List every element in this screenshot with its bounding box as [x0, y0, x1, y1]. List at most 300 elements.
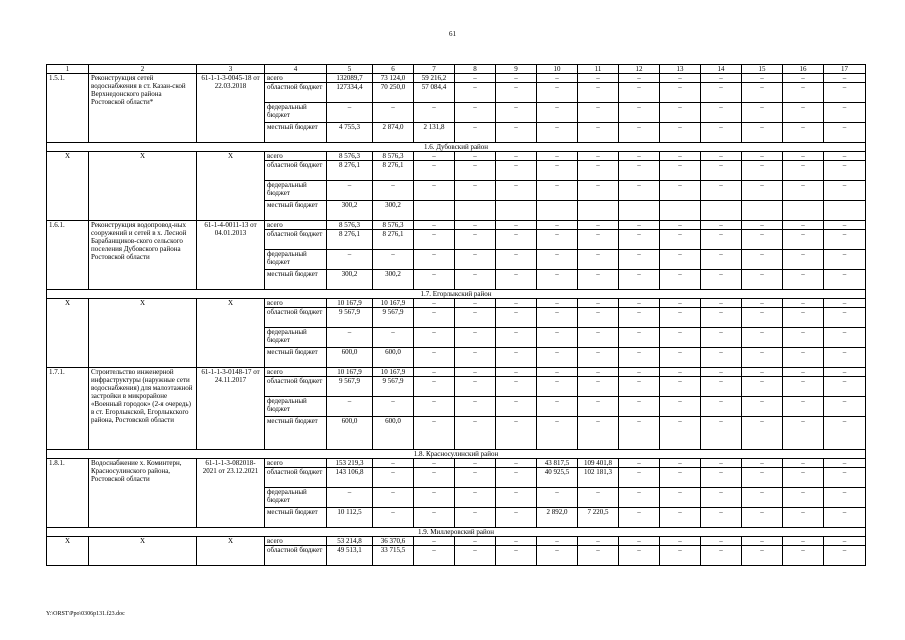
amount-cell: 73 124,0	[373, 74, 414, 83]
amount-cell: –	[496, 397, 537, 417]
amount-cell: –	[742, 368, 783, 377]
funding-source: областной бюджет	[265, 161, 327, 181]
section-row	[47, 450, 866, 459]
amount-cell: 10 167,9	[327, 299, 373, 308]
amount-cell: –	[742, 377, 783, 397]
column-header: 14	[701, 65, 742, 74]
funding-source: федеральный бюджет	[265, 397, 327, 417]
amount-cell: –	[783, 250, 824, 270]
amount-cell: –	[496, 123, 537, 143]
amount-cell: –	[824, 348, 866, 368]
funding-source: местный бюджет	[265, 417, 327, 450]
amount-cell: –	[660, 377, 701, 397]
column-header: 9	[496, 65, 537, 74]
amount-cell: –	[783, 377, 824, 397]
amount-cell: –	[824, 103, 866, 123]
table-row	[47, 537, 866, 546]
amount-cell: –	[496, 270, 537, 290]
amount-cell: –	[373, 488, 414, 508]
amount-cell: 109 401,8	[578, 459, 619, 468]
amount-cell	[414, 201, 455, 221]
amount-cell: –	[742, 299, 783, 308]
amount-cell: –	[414, 328, 455, 348]
amount-cell: –	[537, 397, 578, 417]
amount-cell: 132089,7	[327, 74, 373, 83]
amount-cell: –	[619, 299, 660, 308]
amount-cell: –	[496, 368, 537, 377]
amount-cell: –	[496, 308, 537, 328]
registration-number: Х	[197, 152, 265, 221]
amount-cell: –	[619, 74, 660, 83]
amount-cell: –	[660, 181, 701, 201]
amount-cell: –	[783, 299, 824, 308]
amount-cell: –	[327, 181, 373, 201]
amount-cell: –	[783, 368, 824, 377]
amount-cell: –	[496, 377, 537, 397]
amount-cell: –	[742, 348, 783, 368]
funding-source: федеральный бюджет	[265, 103, 327, 123]
amount-cell: –	[327, 397, 373, 417]
amount-cell: –	[373, 459, 414, 468]
amount-cell: 600,0	[327, 348, 373, 368]
amount-cell: 53 214,8	[327, 537, 373, 546]
amount-cell: –	[578, 230, 619, 250]
amount-cell: –	[701, 348, 742, 368]
amount-cell: –	[742, 230, 783, 250]
amount-cell: –	[824, 328, 866, 348]
amount-cell: 2 874,0	[373, 123, 414, 143]
amount-cell: –	[455, 74, 496, 83]
amount-cell: –	[783, 348, 824, 368]
funding-source: областной бюджет	[265, 468, 327, 488]
amount-cell: –	[701, 181, 742, 201]
amount-cell: –	[824, 270, 866, 290]
amount-cell: 2 131,8	[414, 123, 455, 143]
file-path-footer: Y:\ORST\Ppo\0306p131.f23.doc	[46, 611, 125, 617]
amount-cell: –	[496, 299, 537, 308]
amount-cell: –	[578, 488, 619, 508]
amount-cell: –	[373, 250, 414, 270]
amount-cell: –	[701, 83, 742, 103]
amount-cell: –	[537, 83, 578, 103]
amount-cell: –	[742, 83, 783, 103]
amount-cell: –	[742, 397, 783, 417]
section-row	[47, 290, 866, 299]
budget-table-container	[46, 64, 866, 566]
amount-cell	[496, 201, 537, 221]
amount-cell: –	[455, 308, 496, 328]
amount-cell: –	[496, 459, 537, 468]
amount-cell	[783, 201, 824, 221]
column-header: 17	[824, 65, 866, 74]
amount-cell: –	[414, 181, 455, 201]
amount-cell: –	[537, 221, 578, 230]
amount-cell	[619, 201, 660, 221]
amount-cell: –	[455, 270, 496, 290]
column-header: 2	[89, 65, 197, 74]
amount-cell: 9 567,9	[373, 377, 414, 397]
funding-source: областной бюджет	[265, 308, 327, 328]
amount-cell: 10 167,9	[327, 368, 373, 377]
amount-cell: –	[619, 546, 660, 566]
amount-cell: –	[578, 103, 619, 123]
amount-cell: –	[455, 459, 496, 468]
amount-cell: 57 084,4	[414, 83, 455, 103]
amount-cell: –	[619, 468, 660, 488]
amount-cell: –	[619, 537, 660, 546]
amount-cell: –	[742, 308, 783, 328]
amount-cell: –	[455, 123, 496, 143]
amount-cell: 9 567,9	[327, 308, 373, 328]
amount-cell: –	[619, 459, 660, 468]
column-header: 3	[197, 65, 265, 74]
amount-cell: –	[701, 546, 742, 566]
amount-cell: –	[824, 537, 866, 546]
funding-source: всего	[265, 152, 327, 161]
amount-cell: –	[701, 328, 742, 348]
amount-cell: –	[824, 250, 866, 270]
amount-cell: –	[742, 508, 783, 528]
amount-cell: –	[414, 508, 455, 528]
table-row	[47, 299, 866, 308]
amount-cell: –	[742, 537, 783, 546]
amount-cell: 49 513,1	[327, 546, 373, 566]
amount-cell: –	[537, 299, 578, 308]
row-code: 1.8.1.	[47, 459, 89, 528]
funding-source: всего	[265, 299, 327, 308]
amount-cell: –	[414, 308, 455, 328]
amount-cell: –	[455, 368, 496, 377]
amount-cell: –	[455, 103, 496, 123]
page-number: 61	[449, 30, 456, 38]
object-name: Реконструкция водопровод-ных сооружений и сетей в х. Лесной Барабанщиков-ского сельского поселения Дубовского района Ростовской области	[89, 221, 197, 290]
amount-cell: –	[783, 74, 824, 83]
amount-cell: –	[824, 83, 866, 103]
amount-cell: –	[496, 152, 537, 161]
amount-cell: –	[414, 546, 455, 566]
amount-cell: –	[660, 152, 701, 161]
amount-cell: –	[701, 103, 742, 123]
amount-cell: –	[701, 377, 742, 397]
object-name: Х	[89, 299, 197, 368]
amount-cell: –	[537, 328, 578, 348]
amount-cell: –	[327, 103, 373, 123]
amount-cell: –	[578, 83, 619, 103]
amount-cell: 8 576,3	[327, 152, 373, 161]
amount-cell: –	[660, 348, 701, 368]
amount-cell: –	[742, 181, 783, 201]
column-header: 8	[455, 65, 496, 74]
amount-cell: –	[619, 270, 660, 290]
amount-cell: –	[783, 103, 824, 123]
amount-cell: –	[537, 417, 578, 450]
amount-cell: –	[824, 468, 866, 488]
amount-cell: –	[455, 181, 496, 201]
amount-cell: –	[496, 328, 537, 348]
amount-cell: –	[619, 221, 660, 230]
amount-cell: –	[824, 308, 866, 328]
amount-cell: –	[824, 299, 866, 308]
amount-cell: –	[327, 488, 373, 508]
funding-source: всего	[265, 459, 327, 468]
amount-cell: –	[701, 459, 742, 468]
column-header: 11	[578, 65, 619, 74]
amount-cell: –	[660, 161, 701, 181]
amount-cell: –	[783, 221, 824, 230]
funding-source: федеральный бюджет	[265, 250, 327, 270]
object-name: Х	[89, 152, 197, 221]
amount-cell: –	[537, 488, 578, 508]
funding-source: местный бюджет	[265, 348, 327, 368]
amount-cell: –	[537, 368, 578, 377]
table-row	[47, 74, 866, 83]
amount-cell: –	[742, 488, 783, 508]
amount-cell: –	[537, 123, 578, 143]
amount-cell: 102 181,3	[578, 468, 619, 488]
amount-cell: –	[578, 161, 619, 181]
amount-cell: –	[327, 250, 373, 270]
amount-cell: –	[824, 417, 866, 450]
amount-cell: –	[578, 181, 619, 201]
amount-cell: –	[742, 459, 783, 468]
amount-cell: –	[701, 308, 742, 328]
amount-cell: –	[783, 417, 824, 450]
amount-cell: –	[578, 270, 619, 290]
amount-cell: –	[414, 459, 455, 468]
amount-cell: –	[619, 161, 660, 181]
amount-cell: –	[824, 123, 866, 143]
amount-cell: –	[455, 299, 496, 308]
amount-cell: –	[783, 308, 824, 328]
amount-cell: –	[455, 221, 496, 230]
amount-cell: –	[660, 270, 701, 290]
amount-cell: –	[742, 270, 783, 290]
amount-cell: –	[742, 328, 783, 348]
row-code: 1.7.1.	[47, 368, 89, 450]
amount-cell: –	[578, 221, 619, 230]
amount-cell: 43 817,5	[537, 459, 578, 468]
table-row	[47, 221, 866, 230]
amount-cell: –	[824, 74, 866, 83]
amount-cell	[660, 201, 701, 221]
amount-cell: –	[619, 181, 660, 201]
amount-cell: –	[701, 123, 742, 143]
amount-cell: –	[783, 488, 824, 508]
amount-cell: –	[414, 221, 455, 230]
amount-cell: –	[660, 537, 701, 546]
amount-cell: –	[496, 250, 537, 270]
amount-cell: –	[701, 221, 742, 230]
funding-source: местный бюджет	[265, 123, 327, 143]
amount-cell: –	[537, 152, 578, 161]
amount-cell: –	[701, 537, 742, 546]
section-row	[47, 143, 866, 152]
amount-cell: –	[455, 230, 496, 250]
amount-cell: –	[537, 348, 578, 368]
amount-cell: –	[783, 537, 824, 546]
amount-cell: –	[742, 468, 783, 488]
amount-cell: –	[537, 161, 578, 181]
amount-cell: –	[619, 417, 660, 450]
amount-cell: –	[537, 250, 578, 270]
funding-source: областной бюджет	[265, 546, 327, 566]
amount-cell: 600,0	[373, 417, 414, 450]
amount-cell: –	[619, 83, 660, 103]
amount-cell: –	[414, 397, 455, 417]
amount-cell: –	[537, 537, 578, 546]
amount-cell: –	[455, 83, 496, 103]
amount-cell: –	[783, 459, 824, 468]
amount-cell	[824, 201, 866, 221]
amount-cell: –	[537, 546, 578, 566]
amount-cell: –	[578, 377, 619, 397]
amount-cell: –	[701, 368, 742, 377]
amount-cell: –	[701, 508, 742, 528]
amount-cell: –	[701, 230, 742, 250]
amount-cell: 36 370,6	[373, 537, 414, 546]
amount-cell: –	[619, 230, 660, 250]
amount-cell: –	[578, 250, 619, 270]
amount-cell	[701, 201, 742, 221]
amount-cell: –	[455, 250, 496, 270]
amount-cell: –	[537, 230, 578, 250]
column-header: 5	[327, 65, 373, 74]
amount-cell: –	[742, 161, 783, 181]
amount-cell: –	[619, 250, 660, 270]
amount-cell: –	[824, 377, 866, 397]
amount-cell: –	[824, 546, 866, 566]
amount-cell: –	[783, 123, 824, 143]
amount-cell: –	[455, 397, 496, 417]
amount-cell	[578, 201, 619, 221]
amount-cell: –	[373, 181, 414, 201]
amount-cell: –	[783, 181, 824, 201]
amount-cell: –	[783, 83, 824, 103]
amount-cell: –	[496, 488, 537, 508]
column-header: 6	[373, 65, 414, 74]
amount-cell: –	[701, 161, 742, 181]
amount-cell: –	[578, 546, 619, 566]
column-header: 4	[265, 65, 327, 74]
amount-cell: –	[660, 488, 701, 508]
section-title: 1.7. Егорлыкский район	[47, 290, 866, 299]
amount-cell: –	[619, 152, 660, 161]
amount-cell: –	[660, 123, 701, 143]
amount-cell: –	[783, 230, 824, 250]
row-code: 1.5.1.	[47, 74, 89, 143]
amount-cell: –	[414, 103, 455, 123]
amount-cell: –	[783, 270, 824, 290]
amount-cell: –	[414, 537, 455, 546]
amount-cell: –	[373, 508, 414, 528]
amount-cell: –	[414, 152, 455, 161]
section-title: 1.8. Красносулинский район	[47, 450, 866, 459]
amount-cell: –	[660, 74, 701, 83]
amount-cell: –	[496, 181, 537, 201]
amount-cell: –	[742, 417, 783, 450]
column-header: 15	[742, 65, 783, 74]
header-row	[47, 65, 866, 74]
amount-cell: –	[455, 161, 496, 181]
amount-cell: –	[373, 103, 414, 123]
amount-cell: 2 892,0	[537, 508, 578, 528]
amount-cell: –	[578, 368, 619, 377]
amount-cell	[537, 201, 578, 221]
row-code: 1.6.1.	[47, 221, 89, 290]
amount-cell: 4 755,3	[327, 123, 373, 143]
amount-cell: –	[578, 537, 619, 546]
row-code: Х	[47, 152, 89, 221]
amount-cell: –	[327, 328, 373, 348]
amount-cell: –	[578, 308, 619, 328]
amount-cell: –	[619, 397, 660, 417]
amount-cell: –	[414, 348, 455, 368]
amount-cell: –	[783, 397, 824, 417]
amount-cell: 9 567,9	[373, 308, 414, 328]
amount-cell: –	[619, 377, 660, 397]
amount-cell: –	[373, 397, 414, 417]
amount-cell: –	[660, 230, 701, 250]
amount-cell: –	[742, 103, 783, 123]
amount-cell: –	[496, 161, 537, 181]
amount-cell: –	[414, 270, 455, 290]
amount-cell: –	[455, 348, 496, 368]
amount-cell: –	[701, 299, 742, 308]
amount-cell: –	[537, 103, 578, 123]
column-header: 16	[783, 65, 824, 74]
amount-cell: –	[496, 103, 537, 123]
amount-cell: 8 276,1	[327, 230, 373, 250]
amount-cell: –	[824, 368, 866, 377]
column-header: 12	[619, 65, 660, 74]
amount-cell: –	[619, 123, 660, 143]
amount-cell: –	[537, 308, 578, 328]
funding-source: всего	[265, 537, 327, 546]
object-name: Водоснабжение х. Коминтерн, Красносулинского района, Ростовской области	[89, 459, 197, 528]
funding-source: всего	[265, 368, 327, 377]
row-code: Х	[47, 537, 89, 566]
amount-cell: 10 112,5	[327, 508, 373, 528]
amount-cell: 153 219,3	[327, 459, 373, 468]
funding-source: местный бюджет	[265, 270, 327, 290]
amount-cell: –	[742, 250, 783, 270]
amount-cell: –	[496, 508, 537, 528]
amount-cell: 59 216,2	[414, 74, 455, 83]
amount-cell: –	[660, 417, 701, 450]
amount-cell: –	[537, 270, 578, 290]
amount-cell: –	[496, 546, 537, 566]
amount-cell: –	[619, 103, 660, 123]
amount-cell: –	[660, 508, 701, 528]
amount-cell: 143 106,8	[327, 468, 373, 488]
amount-cell: –	[496, 83, 537, 103]
amount-cell: –	[455, 488, 496, 508]
amount-cell: –	[742, 123, 783, 143]
budget-table	[46, 64, 866, 566]
amount-cell: 8 276,1	[373, 161, 414, 181]
amount-cell: –	[783, 161, 824, 181]
object-name: Строительство инженерной инфраструктуры (наружные сети водоснабжения) для малоэтажной застройки в микрорайоне «Военный городок» (2-я очередь) в ст. Егорлыкской, Егорлыкского района, Ростовской области	[89, 368, 197, 450]
amount-cell: –	[578, 328, 619, 348]
amount-cell: 600,0	[327, 417, 373, 450]
amount-cell: –	[619, 488, 660, 508]
amount-cell: –	[496, 537, 537, 546]
funding-source: федеральный бюджет	[265, 181, 327, 201]
amount-cell: –	[660, 328, 701, 348]
amount-cell: –	[701, 417, 742, 450]
amount-cell	[742, 201, 783, 221]
amount-cell: –	[414, 488, 455, 508]
